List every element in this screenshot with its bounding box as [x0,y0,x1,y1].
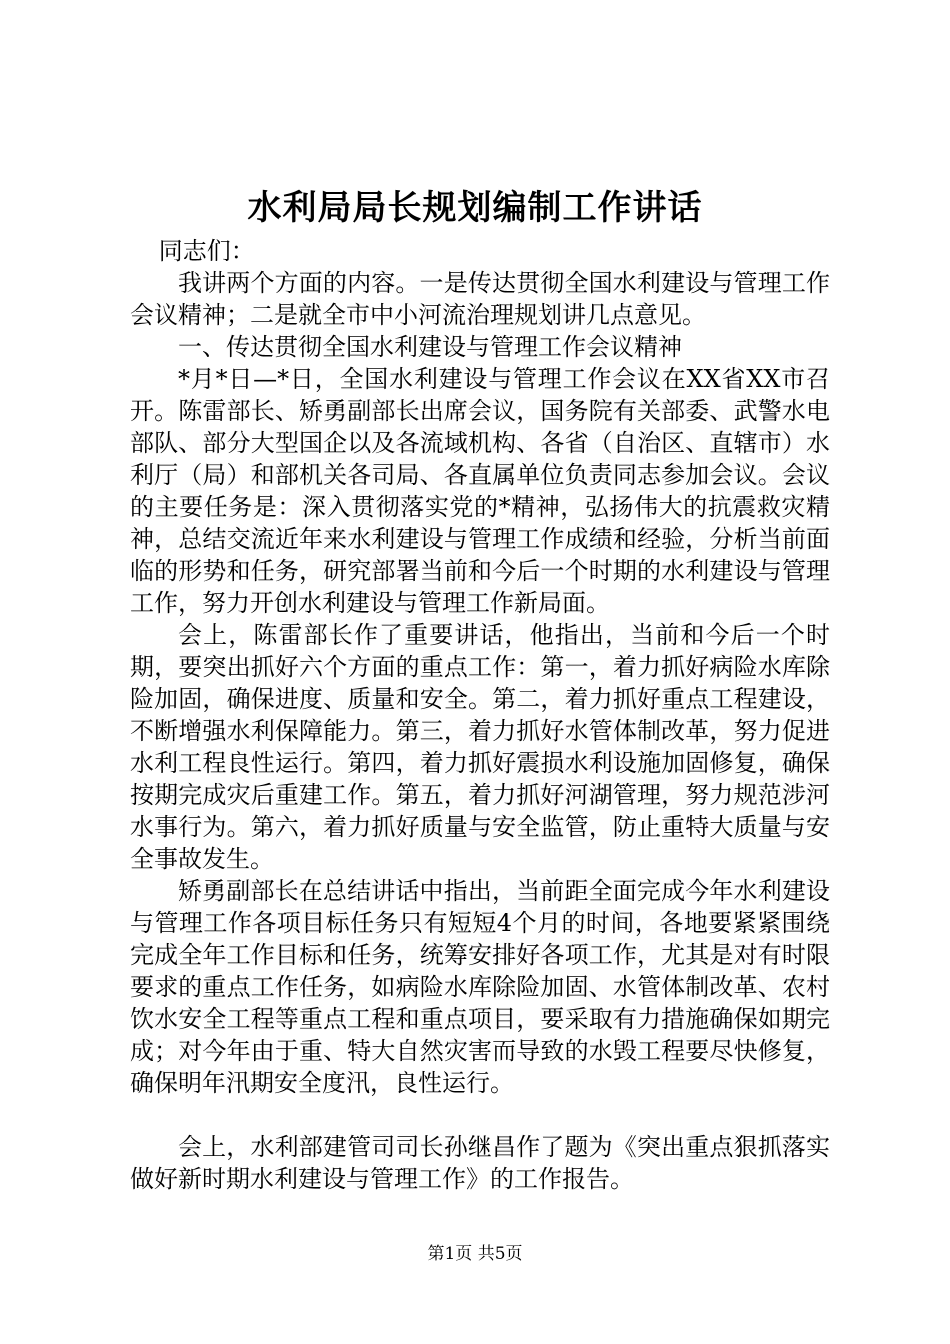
intro-paragraph: 我讲两个方面的内容。一是传达贯彻全国水利建设与管理工作会议精神；二是就全市中小河流治理规划讲几点意见。 [130,269,830,329]
page-number-footer: 第1页 共5页 [427,1244,523,1264]
section-heading: 一、传达贯彻全国水利建设与管理工作会议精神 [178,333,682,361]
salutation-paragraph: 同志们： [158,237,255,265]
document-body [130,235,830,1195]
summary-paragraph: 矫勇副部长在总结讲话中指出，当前距全面完成今年水利建设与管理工作各项目标任务只有短短4个月的时间，各地要紧紧围绕完成全年工作目标和任务，统筹安排好各项工作，尤其是对有时限要求的重点工作任务，如病险水库除险加固、水管体制改革、农村饮水安全工程等重点工程和重点项目，要采取有力措施确保如期完成；对今年由于重、特大自然灾害而导致的水毁工程要尽快修复，确保明年汛期安全度汛，良性运行。 [130,877,830,1097]
meeting-paragraph: *月*日—*日，全国水利建设与管理工作会议在XX省XX市召开。陈雷部长、矫勇副部长出席会议，国务院有关部委、武警水电部队、部分大型国企以及各流域机构、各省（自治区、直辖市）水利厅（局）和部机关各司局、各直属单位负责同志参加会议。会议的主要任务是：深入贯彻落实党的*精神，弘扬伟大的抗震救灾精神，总结交流近年来水利建设与管理工作成绩和经验，分析当前面临的形势和任务，研究部署当前和今后一个时期的水利建设与管理工作，努力开创水利建设与管理工作新局面。 [130,365,830,617]
speech-paragraph: 会上，陈雷部长作了重要讲话，他指出，当前和今后一个时期，要突出抓好六个方面的重点工作：第一，着力抓好病险水库除险加固，确保进度、质量和安全。第二，着力抓好重点工程建设，不断增强水利保障能力。第三，着力抓好水管体制改革，努力促进水利工程良性运行。第四，着力抓好震损水利设施加固修复，确保按期完成灾后重建工作。第五，着力抓好河湖管理，努力规范涉河水事行为。第六，着力抓好质量与安全监管，防止重特大质量与安全事故发生。 [130,621,830,873]
document-title: 水利局局长规划编制工作讲话 [247,188,703,228]
report-paragraph: 会上，水利部建管司司长孙继昌作了题为《突出重点狠抓落实做好新时期水利建设与管理工作》的工作报告。 [130,1133,830,1193]
